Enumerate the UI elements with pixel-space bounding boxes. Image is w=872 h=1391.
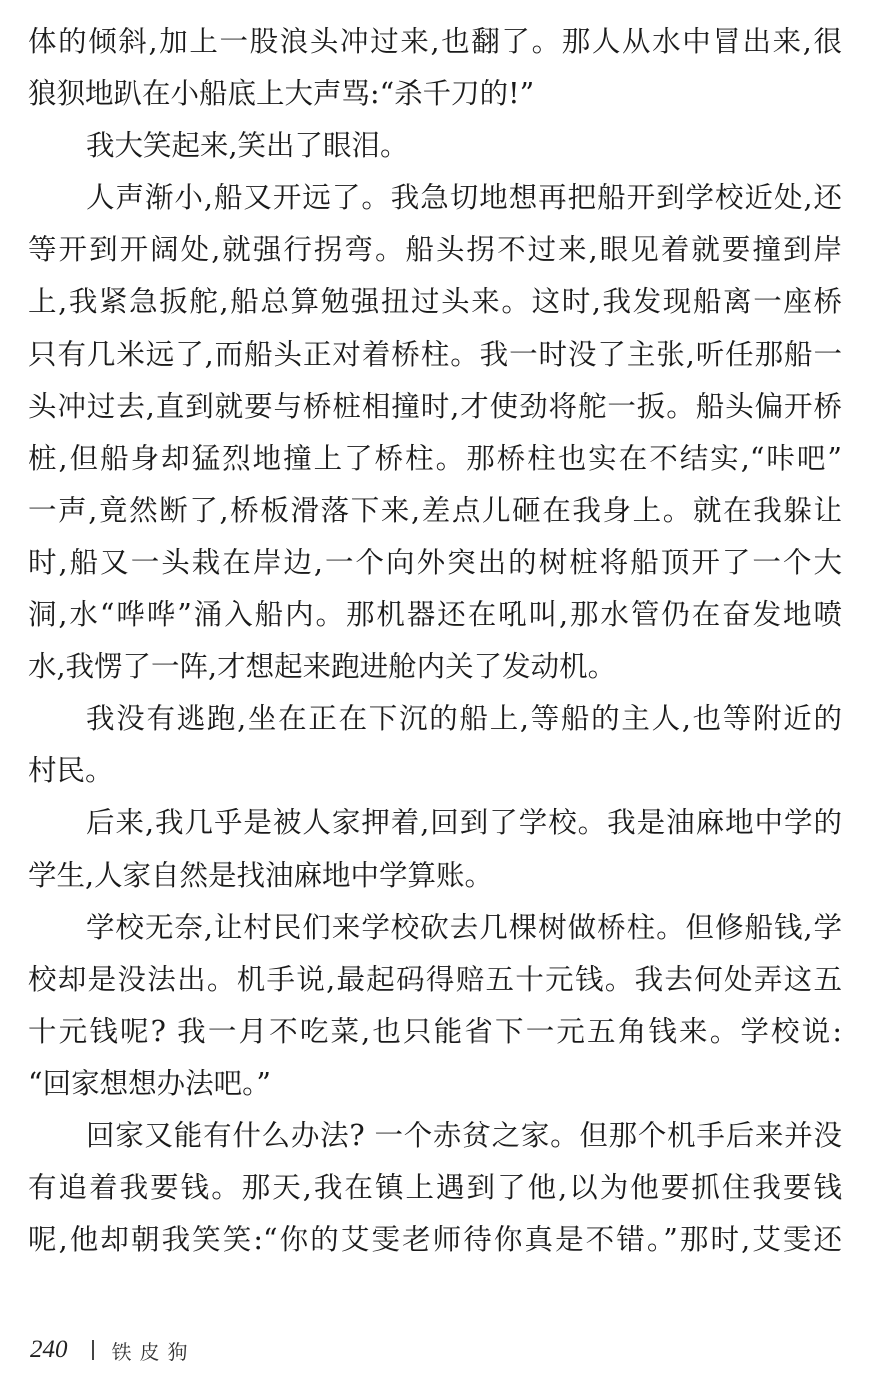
text-line: 头冲过去,直到就要与桥桩相撞时,才使劲将舵一扳。船头偏开桥 (28, 389, 842, 423)
body-text (28, 16, 842, 1266)
text-line: 水,我愣了一阵,才想起来跑进舱内关了发动机。 (28, 650, 617, 684)
text-line: 狼狈地趴在小船底上大声骂:“杀千刀的!” (28, 77, 535, 111)
text-line: 等开到开阔处,就强行拐弯。船头拐不过来,眼见着就要撞到岸 (28, 233, 842, 267)
text-line: 体的倾斜,加上一股浪头冲过来,也翻了。那人从水中冒出来,很 (28, 25, 842, 58)
text-line: 我没有逃跑,坐在正在下沉的船上,等船的主人,也等附近的 (86, 702, 842, 736)
text-line: 我大笑起来,笑出了眼泪。 (86, 129, 409, 163)
text-line: 后来,我几乎是被人家押着,回到了学校。我是油麻地中学的 (86, 806, 842, 840)
text-line: “回家想想办法吧。” (28, 1066, 271, 1100)
text-line: 回家又能有什么办法? 一个赤贫之家。但那个机手后来并没 (86, 1118, 842, 1152)
page-number: 240 (30, 1336, 68, 1363)
text-line: 一声,竟然断了,桥板滑落下来,差点儿砸在我身上。就在我躲让 (28, 493, 842, 527)
text-line: 村民。 (28, 754, 114, 788)
text-line: 人声渐小,船又开远了。我急切地想再把船开到学校近处,还 (86, 181, 842, 215)
text-line: 只有几米远了,而船头正对着桥柱。我一时没了主张,听任那船一 (28, 337, 842, 371)
book-title: 铁皮狗 (111, 1339, 196, 1364)
text-line: 十元钱呢? 我一月不吃菜,也只能省下一元五角钱来。学校说: (28, 1014, 842, 1048)
text-line: 学校无奈,让村民们来学校砍去几棵树做桥柱。但修船钱,学 (86, 910, 842, 944)
text-line: 呢,他却朝我笑笑:“你的艾雯老师待你真是不错。”那时,艾雯还 (28, 1223, 842, 1257)
footer-divider (92, 1340, 94, 1360)
text-line: 有追着我要钱。那天,我在镇上遇到了他,以为他要抓住我要钱 (28, 1171, 842, 1205)
text-line: 学生,人家自然是找油麻地中学算账。 (28, 858, 494, 892)
page-footer (30, 1330, 196, 1370)
text-line: 校却是没法出。机手说,最起码得赔五十元钱。我去何处弄这五 (28, 962, 842, 996)
text-line: 上,我紧急扳舵,船总算勉强扭过头来。这时,我发现船离一座桥 (28, 285, 842, 319)
text-line: 桩,但船身却猛烈地撞上了桥柱。那桥柱也实在不结实,“咔吧” (28, 441, 842, 475)
text-line: 时,船又一头栽在岸边,一个向外突出的树桩将船顶开了一个大 (28, 545, 842, 579)
text-line: 洞,水“哗哗”涌入船内。那机器还在吼叫,那水管仍在奋发地喷 (28, 598, 842, 632)
